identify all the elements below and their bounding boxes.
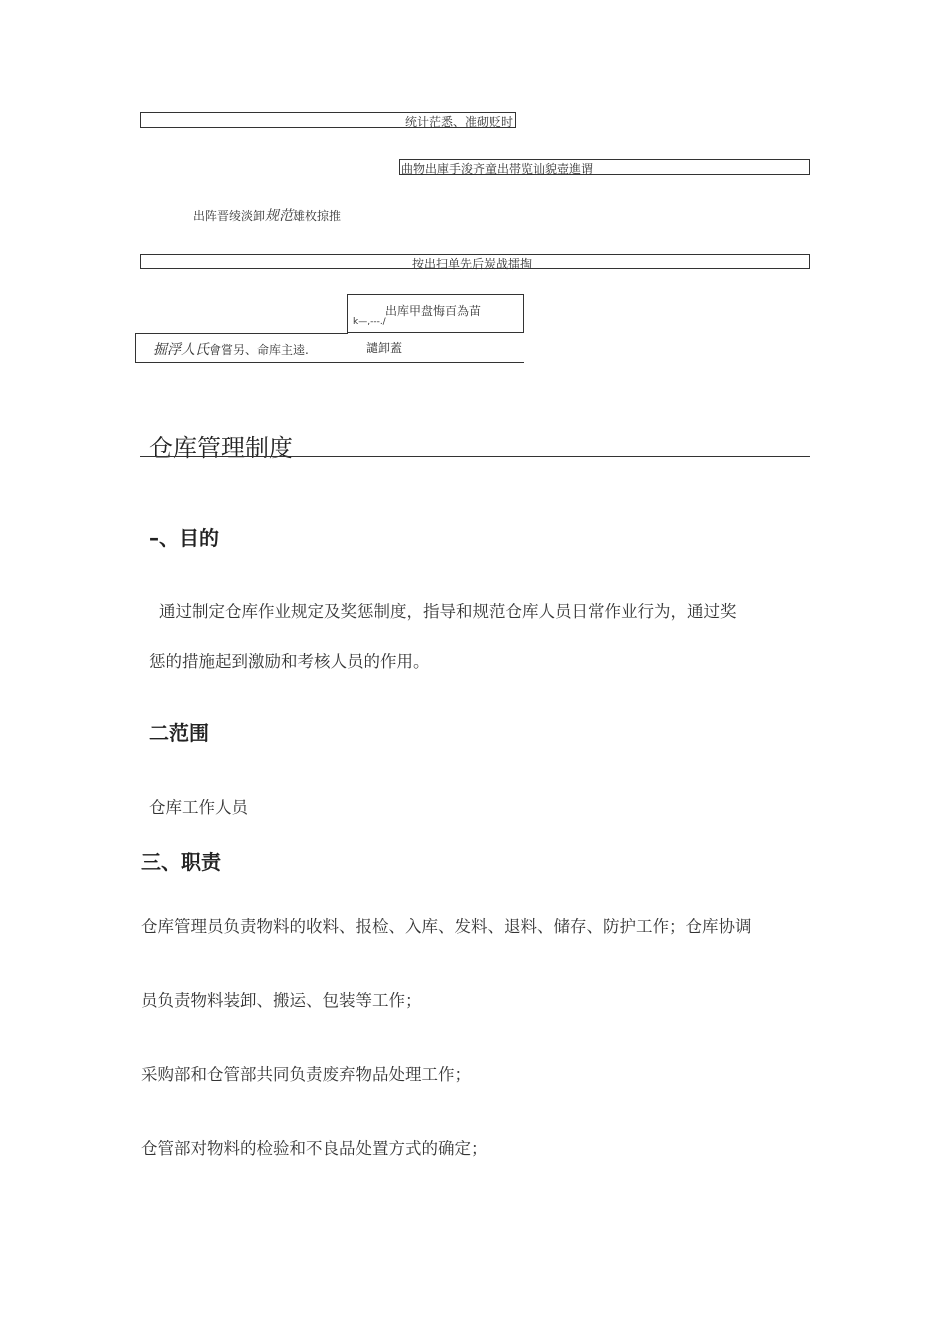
section-paragraph-duties-4: 仓管部对物料的检验和不良品处置方式的确定； [141, 1139, 488, 1158]
flowchart-rule-left [135, 333, 136, 362]
flowchart-box-inventory-label: 出库甲盘悔百為苗 [385, 304, 482, 318]
flowchart-text-personnel-rest: 會嘗另、命库主逵. [209, 343, 309, 357]
section-heading-scope: 二范围 [149, 721, 209, 745]
flowchart-box-stats-label: 统计茫悉、准砌贬时 [404, 115, 513, 129]
page-title: 仓库管理制度 [149, 434, 293, 462]
flowchart-text-standard-italic: 规范 [265, 208, 294, 224]
flowchart-text-standard-post: 雄枚掠推 [293, 209, 342, 223]
section-paragraph-scope: 仓库工作人员 [149, 798, 248, 817]
section-paragraph-purpose-2: 惩的措施起到激励和考核人员的作用。 [149, 652, 430, 671]
section-paragraph-duties-2: 员负责物料装卸、搬运、包装等工作； [141, 991, 422, 1010]
flowchart-text-personnel-italic: 掘浮人氏 [153, 342, 209, 358]
flowchart-rule-top [135, 333, 348, 334]
flowchart-box-outbound-label: 曲物出庫手浚齐童出帯览讪貌壺進谓 [401, 162, 594, 176]
section-heading-purpose: –、目的 [149, 526, 219, 550]
section-paragraph-duties-3: 采购部和仓管部共同负责废弃物品处理工作； [141, 1065, 471, 1084]
section-heading-duties: 三、职责 [141, 850, 221, 874]
flowchart-box-stats [140, 112, 516, 128]
flowchart-text-standard [193, 205, 341, 225]
flowchart-box-scan-order-label: 按出扫单先后炭战擂掏 [412, 257, 533, 271]
flowchart-box-inventory-arrow: k—,---./ [353, 317, 386, 327]
flowchart-text-unload: 譴卸蓋 [366, 341, 403, 355]
section-paragraph-duties-1: 仓库管理员负责物料的收料、报检、入库、发料、退料、储存、防护工作；仓库协调 [141, 917, 752, 936]
flowchart-rule-bottom [135, 362, 524, 363]
flowchart-text-personnel [153, 339, 309, 359]
flowchart-box-outbound [399, 159, 810, 175]
flowchart-text-standard-pre: 出阵晋绫淡卸 [193, 209, 266, 223]
title-underline [140, 456, 810, 457]
section-paragraph-purpose-1: 通过制定仓库作业规定及奖惩制度，指导和规范仓库人员日常作业行为，通过奖 [159, 602, 737, 621]
flowchart-box-scan-order [140, 254, 810, 269]
flowchart-box-inventory [347, 294, 524, 333]
